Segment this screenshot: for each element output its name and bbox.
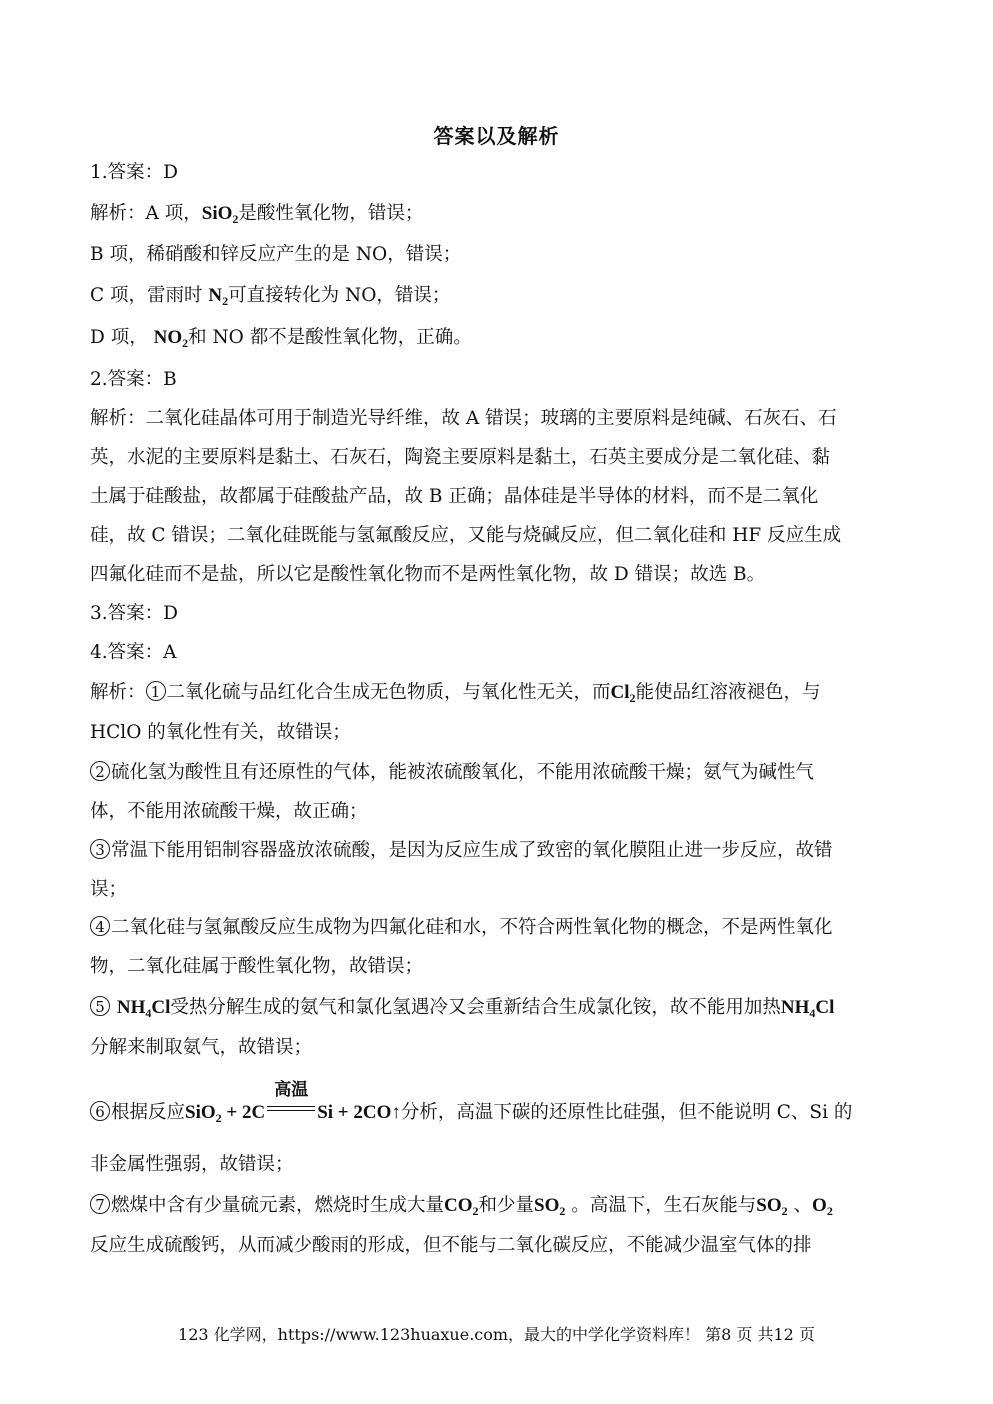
circled-number-2: 2	[90, 761, 110, 781]
text: 硫化氢为酸性且有还原性的气体，能被浓硫酸氧化，不能用浓硫酸干燥；氨气为碱性气	[111, 762, 815, 783]
formula-co2: $CO_2$	[444, 1195, 479, 1218]
reaction-condition: 高温	[265, 1096, 317, 1120]
text: C 项，雷雨时	[90, 285, 209, 306]
reaction-reactants: SiO$_2$ + 2C	[185, 1102, 266, 1125]
formula-nh4cl: $NH_4Cl$	[780, 997, 835, 1020]
page-title: 答案以及解析	[433, 124, 560, 148]
q4-item-7	[90, 1194, 833, 1223]
formula-n2: $N_2$	[208, 285, 229, 308]
formula-cl2: $Cl_2$	[610, 682, 636, 705]
formula-no2: $NO_2$	[153, 327, 189, 350]
reaction-products: Si + 2CO↑	[317, 1102, 401, 1123]
q4-item-1-line2: HClO 的氧化性有关，故错误；	[90, 722, 351, 743]
text: 二氧化硅与氢氟酸反应生成物为四氟化硅和水，不符合两性氧化物的概念，不是两性氧化	[111, 917, 833, 938]
q4-answer: 4.答案：A	[90, 642, 177, 663]
formula-o2: $O_2$	[812, 1195, 833, 1218]
gas-arrow-icon: ↑	[391, 1102, 401, 1123]
q4-item-7-line2: 反应生成硫酸钙，从而减少酸雨的形成，但不能与二氧化碳反应，不能减少温室气体的排	[90, 1235, 812, 1256]
formula-sio2: SiO$_2$	[201, 203, 239, 226]
circled-number-5: 5	[90, 996, 110, 1016]
circled-number-1: 1	[146, 681, 166, 701]
q2-analysis-line: 硅，故 C 错误；二氧化硅既能与氢氟酸反应，又能与烧碱反应，但二氧化硅和 HF 反应生成	[90, 525, 842, 546]
formula-nh4cl: $NH_4Cl$	[116, 997, 171, 1020]
text: 可直接转化为 NO，错误；	[228, 285, 451, 306]
circled-number-7: 7	[90, 1194, 110, 1214]
q1-analysis-c	[90, 284, 450, 313]
q4-item-3-line2: 误；	[90, 879, 128, 900]
q3-answer: 3.答案：D	[90, 603, 178, 624]
q2-answer: 2.答案：B	[90, 369, 177, 390]
q4-item-2-line2: 体，不能用浓硫酸干燥，故正确；	[90, 801, 368, 822]
circled-number-6: 6	[90, 1101, 110, 1121]
q4-item-1	[90, 681, 821, 710]
q4-item-5-line2: 分解来制取氨气，故错误；	[90, 1037, 313, 1058]
q4-item-6	[90, 1080, 853, 1130]
text: 是酸性氧化物，错误；	[238, 203, 424, 224]
q1-analysis-b: B 项，稀硝酸和锌反应产生的是 NO，错误；	[90, 244, 462, 265]
q2-analysis-line: 土属于硅酸盐，故都属于硅酸盐产品，故 B 正确；晶体硅是半导体的材料，而不是二氧化	[90, 486, 819, 507]
q4-item-6-line2: 非金属性强弱，故错误；	[90, 1154, 294, 1175]
q4-item-2	[90, 761, 814, 785]
q1-answer: 1.答案：D	[90, 162, 178, 183]
text: 根据反应	[111, 1102, 186, 1123]
q2-analysis-line: 解析：二氧化硅晶体可用于制造光导纤维，故 A 错误；玻璃的主要原料是纯碱、石灰石、石	[90, 408, 837, 429]
formula-so2: $SO_2$	[756, 1195, 788, 1218]
text: 和 NO 都不是酸性氧化物，正确。	[188, 327, 472, 348]
text: 和少量	[478, 1195, 535, 1216]
q2-analysis-line: 四氟化硅而不是盐，所以它是酸性氧化物而不是两性氧化物，故 D 错误；故选 B。	[90, 564, 766, 585]
text: 分析，高温下碳的还原性比硅强，但不能说明 C、Si 的	[400, 1102, 853, 1123]
text: 解析：	[90, 682, 146, 703]
text: 。高温下，生石灰能与	[565, 1195, 757, 1216]
formula-so2: $SO_2$	[534, 1195, 566, 1218]
text: 受热分解生成的氨气和氯化氢遇冷又会重新结合生成氯化铵，故不能用加热	[170, 997, 781, 1018]
circled-number-3: 3	[90, 839, 110, 859]
q4-item-5	[90, 996, 834, 1025]
circled-number-4: 4	[90, 916, 110, 936]
text: 二氧化硫与品红化合生成无色物质，与氧化性无关，而	[166, 682, 611, 703]
q1-analysis-d	[90, 326, 472, 355]
text: 常温下能用铝制容器盛放浓硫酸，是因为反应生成了致密的氧化膜阻止进一步反应，故错	[111, 840, 833, 861]
q4-item-3	[90, 839, 833, 863]
page-footer: 123 化学网，https://www.123huaxue.com，最大的中学化学资料库！ 第8 页 共12 页	[178, 1325, 815, 1344]
q4-item-4-line2: 物，二氧化硅属于酸性氧化物，故错误；	[90, 956, 424, 977]
text: 解析：A 项，	[90, 203, 202, 224]
text: 燃煤中含有少量硫元素，燃烧时生成大量	[111, 1195, 445, 1216]
q2-analysis-line: 英，水泥的主要原料是黏土、石灰石，陶瓷主要原料是黏土，石英主要成分是二氧化硅、黏	[90, 447, 831, 468]
text: D 项，	[90, 327, 154, 348]
q1-analysis-a	[90, 202, 423, 231]
text: 、	[787, 1195, 813, 1216]
q4-item-4	[90, 916, 833, 940]
text: 能使品红溶液褪色，与	[635, 682, 821, 703]
